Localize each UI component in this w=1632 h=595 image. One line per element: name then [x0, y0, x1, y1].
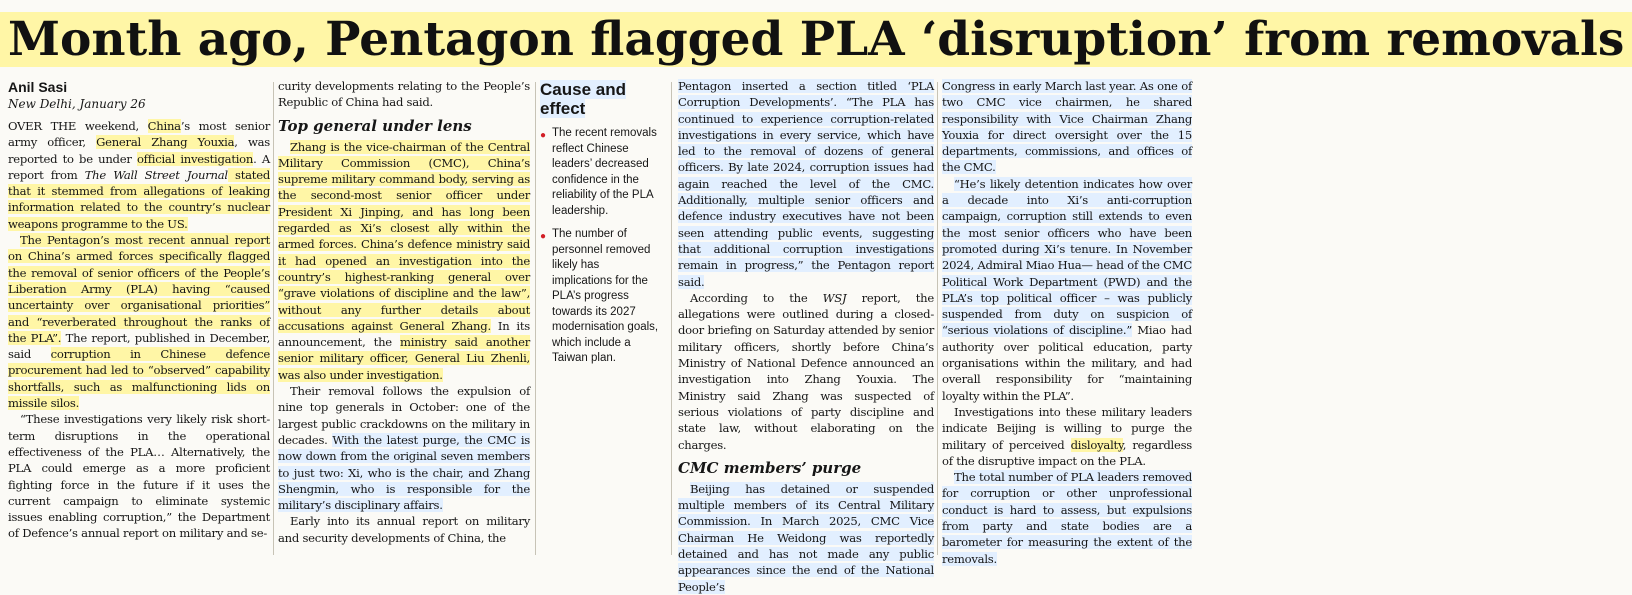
- subheading: CMC members’ purge: [678, 458, 862, 477]
- red-bullet-icon: ●: [540, 130, 547, 141]
- box-item: ● The recent removals reflect Chinese leaders’ decreased confidence in the reliability of the PLA leadership.: [540, 127, 657, 217]
- paragraph: The Pentagon’s most recent annual report on China’s armed forces specifically flagged the removal of senior officers of the People’s Liberation Army (PLA) having “caused uncertainty over organisational priorities” and “reverberated throughout the ranks of the PLA”. The report, published in December, said corruption in Chinese defence procurement had led to “observed” capability shortfalls, such as malfunctioning lids on missile silos.: [8, 233, 271, 411]
- paragraph: According to the WSJ report, the allegations were outlined during a closed-door briefing on Saturday attended by senior military officers, shortly before China’s Ministry of National Defence announced an investigation into Zhang Youxia. The Ministry said Zhang was suspected of serious violations of party discipline and state law, without elaborating on the charges.: [678, 290, 934, 452]
- paragraph: Zhang is the vice-chairman of the Central Military Commission (CMC), China’s supreme military command body, serving as the second-most senior officer under President Xi Jinping, and has long been regarded as Xi’s closest ally within the armed forces. China’s defence ministry said it had opened an investigation into the country’s highest-ranking general over “grave violations of discipline and the law”, without any further details about accusations against General Zhang. In its announcement, the ministry said another senior military officer, General Liu Zhenli, was also under investigation.: [278, 139, 530, 382]
- paragraph: “These investigations very likely risk short-term disruptions in the operational effectiveness of the PLA… Alternatively, the PLA could emerge as a more proficient fighting force in the future if it uses the current campaign to eliminate systemic issues enabling corruption,” the Department of Defence’s annual report on military and se-: [8, 412, 270, 541]
- article-column-2: [278, 78, 530, 559]
- paragraph: curity developments relating to the People’s Republic of China had said.: [278, 79, 530, 110]
- red-bullet-icon: ●: [540, 231, 547, 242]
- article-column-5: [942, 78, 1192, 566]
- paragraph: Beijing has detained or suspended multiple members of its Central Military Commission. In March 2025, CMC Vice Chairman He Weidong was reportedly detained and has not made any public appearances since the end of the National People’s: [678, 481, 934, 594]
- cause-effect-box: [540, 78, 662, 559]
- paragraph: The total number of PLA leaders removed for corruption or other unprofessional conduct is hard to assess, but expulsions from party and state bodies are a barometer for measuring the extent of the removals.: [942, 470, 1192, 566]
- article-column-4: [678, 78, 934, 594]
- headline: [0, 8, 1625, 72]
- column-rule: [937, 82, 938, 555]
- paragraph: Their removal follows the expulsion of nine top generals in October: one of the largest public crackdowns on the military in decades. With the latest purge, the CMC is now down from the original seven members to just two: Xi, who is the chair, and Zhang Shengmin, who is responsible for the military’s disciplinary affairs.: [278, 384, 530, 513]
- column-rule: [535, 82, 536, 555]
- paragraph: Investigations into these military leaders indicate Beijing is willing to purge the military of perceived disloyalty, regardless of the disruptive impact on the PLA.: [942, 404, 1192, 468]
- byline-dateline: New Delhi, January 26: [8, 97, 146, 111]
- column-rule: [671, 82, 672, 555]
- paragraph: OVER THE weekend, China’s most senior army officer, General Zhang Youxia, was reported to be under official investigation. A report from The Wall Street Journal stated that it stemmed from allegations of leaking information related to the country’s nuclear weapons programme to the US.: [8, 119, 271, 231]
- box-title: Cause and effect: [540, 80, 626, 118]
- column-rule: [273, 82, 274, 555]
- paragraph: Early into its annual report on military and security developments of China, the: [278, 514, 530, 545]
- byline-author: Anil Sasi: [8, 79, 68, 95]
- paragraph: “He’s likely detention indicates how over a decade into Xi’s anti-corruption campaign, corruption still extends to even the most senior officers who have been promoted during Xi’s tenure. In November 2024, Admiral Miao Hua— head of the CMC Political Work Department (PWD) and the PLA’s top political officer – was publicly suspended from duty on suspicion of “serious violations of discipline.” Miao had authority over political education, party organisations within the military, and had overall responsibility for “maintaining loyalty within the PLA”.: [942, 176, 1192, 403]
- subheading: Top general under lens: [278, 116, 472, 135]
- box-item: ● The number of personnel removed likely has implications for the PLA’s progress towards its 2027 modernisation goals, which include a Taiwan plan.: [540, 228, 659, 364]
- paragraph: Pentagon inserted a section titled ‘PLA Corruption Developments’. “The PLA has continued to experience corruption-related investigations in every service, which have led to the removal of dozens of general officers. By late 2024, corruption issues had again reached the level of the CMC. Additionally, multiple senior officers and defence industry executives have not been seen attending public events, suggesting that additional corruption investigations remain in progress,” the Pentagon report said.: [678, 79, 934, 289]
- article-column-1: [8, 78, 270, 559]
- paragraph: Congress in early March last year. As one of two CMC vice chairmen, he shared responsibility with Vice Chairman Zhang Youxia for direct oversight over the 15 departments, commissions, and offices of the CMC.: [942, 79, 1192, 175]
- headline-text: Month ago, Pentagon flagged PLA ‘disruption’ from removals: [0, 12, 1632, 67]
